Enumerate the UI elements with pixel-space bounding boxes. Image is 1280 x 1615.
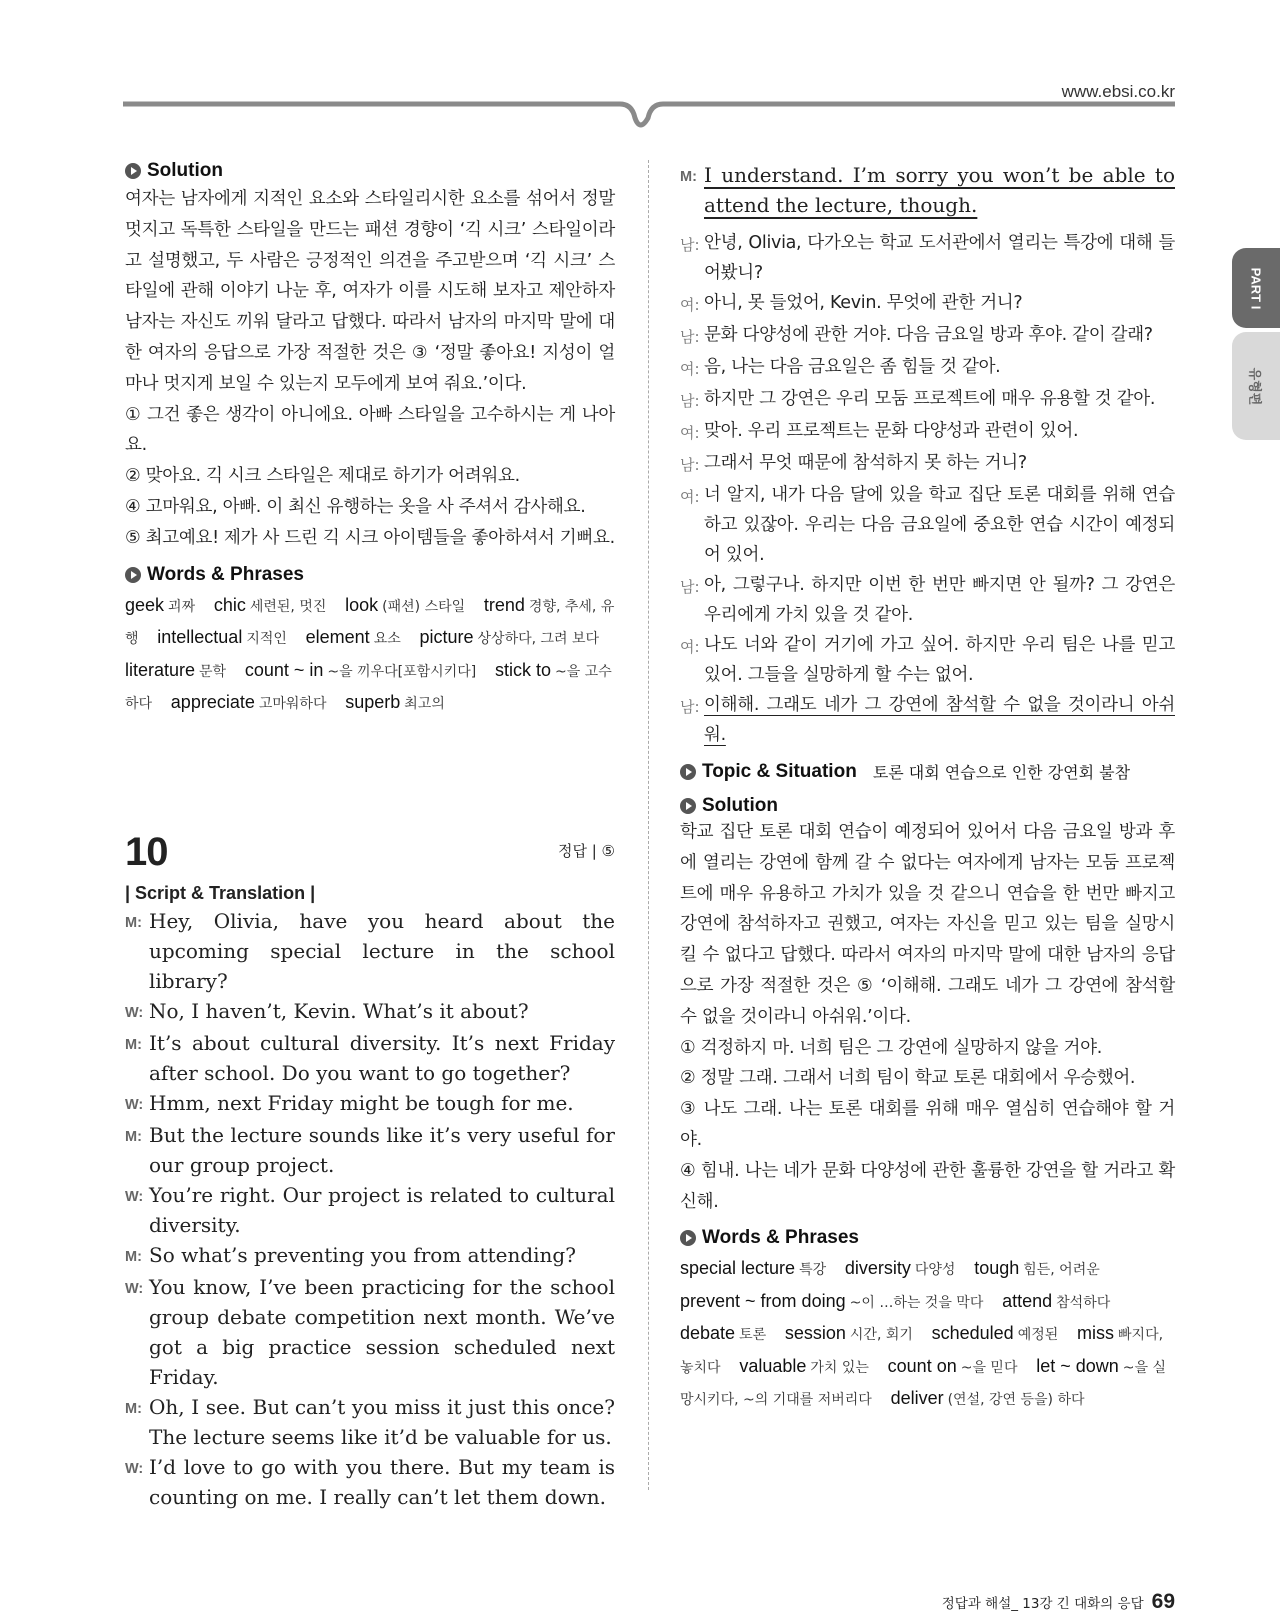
translation-line: 여: 음, 나는 다음 금요일은 좀 힘들 것 같아.: [680, 357, 1001, 378]
play-bullet-icon: [680, 1230, 696, 1246]
solution-heading: Solution: [125, 160, 615, 182]
site-url: www.ebsi.co.kr: [1061, 82, 1175, 101]
play-bullet-icon: [680, 798, 696, 814]
words-list: geek 괴짜 chic 세련된, 멋진 look (패션) 스타일 trend 경향, 추세, 유행 intellectual 지적인 element 요소 picture 상상하다, 그려 보다 literature 문학 count ~ in ~을 끼우다[포함시키다] stick to ~을 고수하다 appreciate 고마워하다 superb 최고의: [125, 594, 615, 713]
script-line: M: It’s about cultural diversity. It’s next Friday after school. Do you want to go together?: [125, 1030, 615, 1085]
option-4: ④ 고마워요, 아빠. 이 최신 유행하는 옷을 사 주셔서 감사해요.: [125, 496, 586, 517]
script-line: M: But the lecture sounds like it’s very useful for our group project.: [125, 1122, 615, 1177]
answer-label: 정답 | ⑤: [557, 841, 615, 860]
header-divider: [0, 96, 1280, 136]
topic-heading: Topic & Situation 토론 대회 연습으로 인한 강연회 불참: [680, 760, 1175, 783]
right-column: [680, 160, 1175, 1416]
option-5: ⑤ 최고예요! 제가 사 드린 긱 시크 아이템들을 좋아하셔서 기뻐요.: [125, 527, 615, 548]
script-line-answer: M: I understand. I’m sorry you won’t be able to attend the lecture, though.: [680, 163, 1175, 217]
words-list-right: special lecture 특강 diversity 다양성 tough 힘든, 어려운 prevent ~ from doing ~이 …하는 것을 막다 attend 참석하다 debate 토론 session 시간, 회기 scheduled 예정된 miss 빠지다, 놓치다 valuable 가치 있는 count on ~을 믿다 let ~ down ~을 실망시키다, ~의 기대를 저버리다 deliver (연설, 강연 등을) 하다: [680, 1258, 1167, 1409]
option-4-right: ④ 힘내. 나는 네가 문화 다양성에 관한 훌륭한 강연을 할 거라고 확신해.: [680, 1160, 1175, 1212]
script-lines: [125, 906, 615, 1512]
script-line: W: You’re right. Our project is related to cultural diversity.: [125, 1182, 615, 1237]
script-line: W: Hmm, next Friday might be tough for me.: [125, 1090, 574, 1115]
script-heading: | Script & Translation |: [125, 882, 316, 903]
words-heading: Words & Phrases: [125, 564, 615, 586]
solution-heading-right: Solution: [680, 795, 1175, 817]
translation-line: 남: 하지만 그 강연은 우리 모둠 프로젝트에 매우 유용할 것 같아.: [680, 389, 1156, 410]
play-bullet-icon: [125, 163, 141, 179]
solution-text: 여자는 남자에게 지적인 요소와 스타일리시한 요소를 섞어서 정말 멋지고 독특한 스타일을 만드는 패션 경향이 ‘긱 시크’ 스타일이라고 설명했고, 두 사람은 긍정적인 의견을 주고받으며 ‘긱 시크’ 스타일에 관해 이야기 나눈 후, 여자가 이를 시도해 보자고 제안하자 남자는 자신도 끼워 달라고 답했다. 따라서 남자의 마지막 말에 대한 여자의 응답으로 가장 적절한 것은 ③ ‘정말 좋아요! 지성이 얼마나 멋지게 보일 수 있는지 모두에게 보여 줘요.’이다.: [125, 189, 615, 394]
solution-text-right: 학교 집단 토론 대회 연습이 예정되어 있어서 다음 금요일 방과 후에 열리는 강연에 함께 갈 수 없다는 여자에게 남자는 모둠 프로젝트에 매우 유용하고 가치가 있을 것 같으니 연습을 한 번만 빠지고 강연에 참석하자고 권했고, 여자는 자신을 믿고 있는 팀을 실망시킬 수 없다고 답했다. 따라서 여자의 마지막 말에 대한 남자의 응답으로 가장 적절한 것은 ⑤ ‘이해해. 그래도 네가 그 강연에 참석할 수 없을 것이라니 아쉬워.’이다.: [680, 822, 1175, 1027]
topic-text: 토론 대회 연습으로 인한 강연회 불참: [872, 763, 1131, 782]
translation-line: 남: 문화 다양성에 관한 거야. 다음 금요일 방과 후야. 같이 갈래?: [680, 325, 1153, 346]
tab-part-1[interactable]: PART I: [1232, 248, 1280, 328]
translation-line: 여: 아니, 못 들었어, Kevin. 무엇에 관한 거니?: [680, 293, 1023, 314]
translation-line-answer: 남: 이해해. 그래도 네가 그 강연에 참석할 수 없을 것이라니 아쉬워.: [680, 695, 1175, 745]
translation-line: 여: 너 알지, 내가 다음 달에 있을 학교 집단 토론 대회를 위해 연습하고 있잖아. 우리는 다음 금요일에 중요한 연습 시간이 예정되어 있어.: [680, 485, 1175, 565]
script-line: W: I’d love to go with you there. But my team is counting on me. I really can’t let them down.: [125, 1454, 615, 1509]
tab-type[interactable]: 유형편: [1232, 332, 1280, 440]
option-2: ② 맞아요. 긱 시크 스타일은 제대로 하기가 어려워요.: [125, 466, 520, 487]
option-3-right: ③ 나도 그래. 나는 토론 대회를 위해 매우 열심히 연습해야 할 거야.: [680, 1099, 1175, 1150]
script-line: M: Hey, Olivia, have you heard about the upcoming special lecture in the school library?: [125, 908, 615, 993]
option-1-right: ① 걱정하지 마. 너희 팀은 그 강연에 실망하지 않을 거야.: [680, 1037, 1102, 1058]
script-line: M: Oh, I see. But can’t you miss it just this once? The lecture seems like it’d be valuable for us.: [125, 1394, 615, 1449]
translation-line: 남: 그래서 무엇 때문에 참석하지 못 하는 거니?: [680, 453, 1027, 474]
option-2-right: ② 정말 그래. 그래서 너희 팀이 학교 토론 대회에서 우승했어.: [680, 1068, 1136, 1089]
script-line: W: No, I haven’t, Kevin. What’s it about?: [125, 998, 529, 1023]
script-line: W: You know, I’ve been practicing for the school group debate competition next month. We’ve got a big practice session scheduled next Friday.: [125, 1274, 615, 1389]
footer-label: 정답과 해설_ 13강 긴 대화의 응답: [941, 1596, 1144, 1612]
play-bullet-icon: [680, 764, 696, 780]
script-line: M: So what’s preventing you from attending?: [125, 1242, 576, 1267]
question-10-header: [125, 830, 615, 875]
column-divider: [648, 160, 649, 1490]
page-footer: [942, 1590, 1175, 1614]
translation-line: 남: 안녕, Olivia, 다가오는 학교 도서관에서 열리는 특강에 대해 들어봤니?: [680, 233, 1175, 283]
play-bullet-icon: [125, 567, 141, 583]
translation-line: 남: 아, 그렇구나. 하지만 이번 한 번만 빠지면 안 될까? 그 강연은 우리에게 가치 있을 것 같아.: [680, 575, 1175, 625]
question-number: 10: [125, 829, 168, 874]
option-1: ① 그건 좋은 생각이 아니에요. 아빠 스타일을 고수하시는 게 나아요.: [125, 404, 615, 456]
words-heading-right: Words & Phrases: [680, 1227, 1175, 1249]
translation-line: 여: 맞아. 우리 프로젝트는 문화 다양성과 관련이 있어.: [680, 421, 1079, 442]
translation-lines: [680, 228, 1175, 750]
page-number: 69: [1151, 1590, 1175, 1613]
left-column: [125, 160, 615, 1512]
translation-line: 여: 나도 너와 같이 거기에 가고 싶어. 하지만 우리 팀은 나를 믿고 있어. 그들을 실망하게 할 수는 없어.: [680, 635, 1175, 685]
